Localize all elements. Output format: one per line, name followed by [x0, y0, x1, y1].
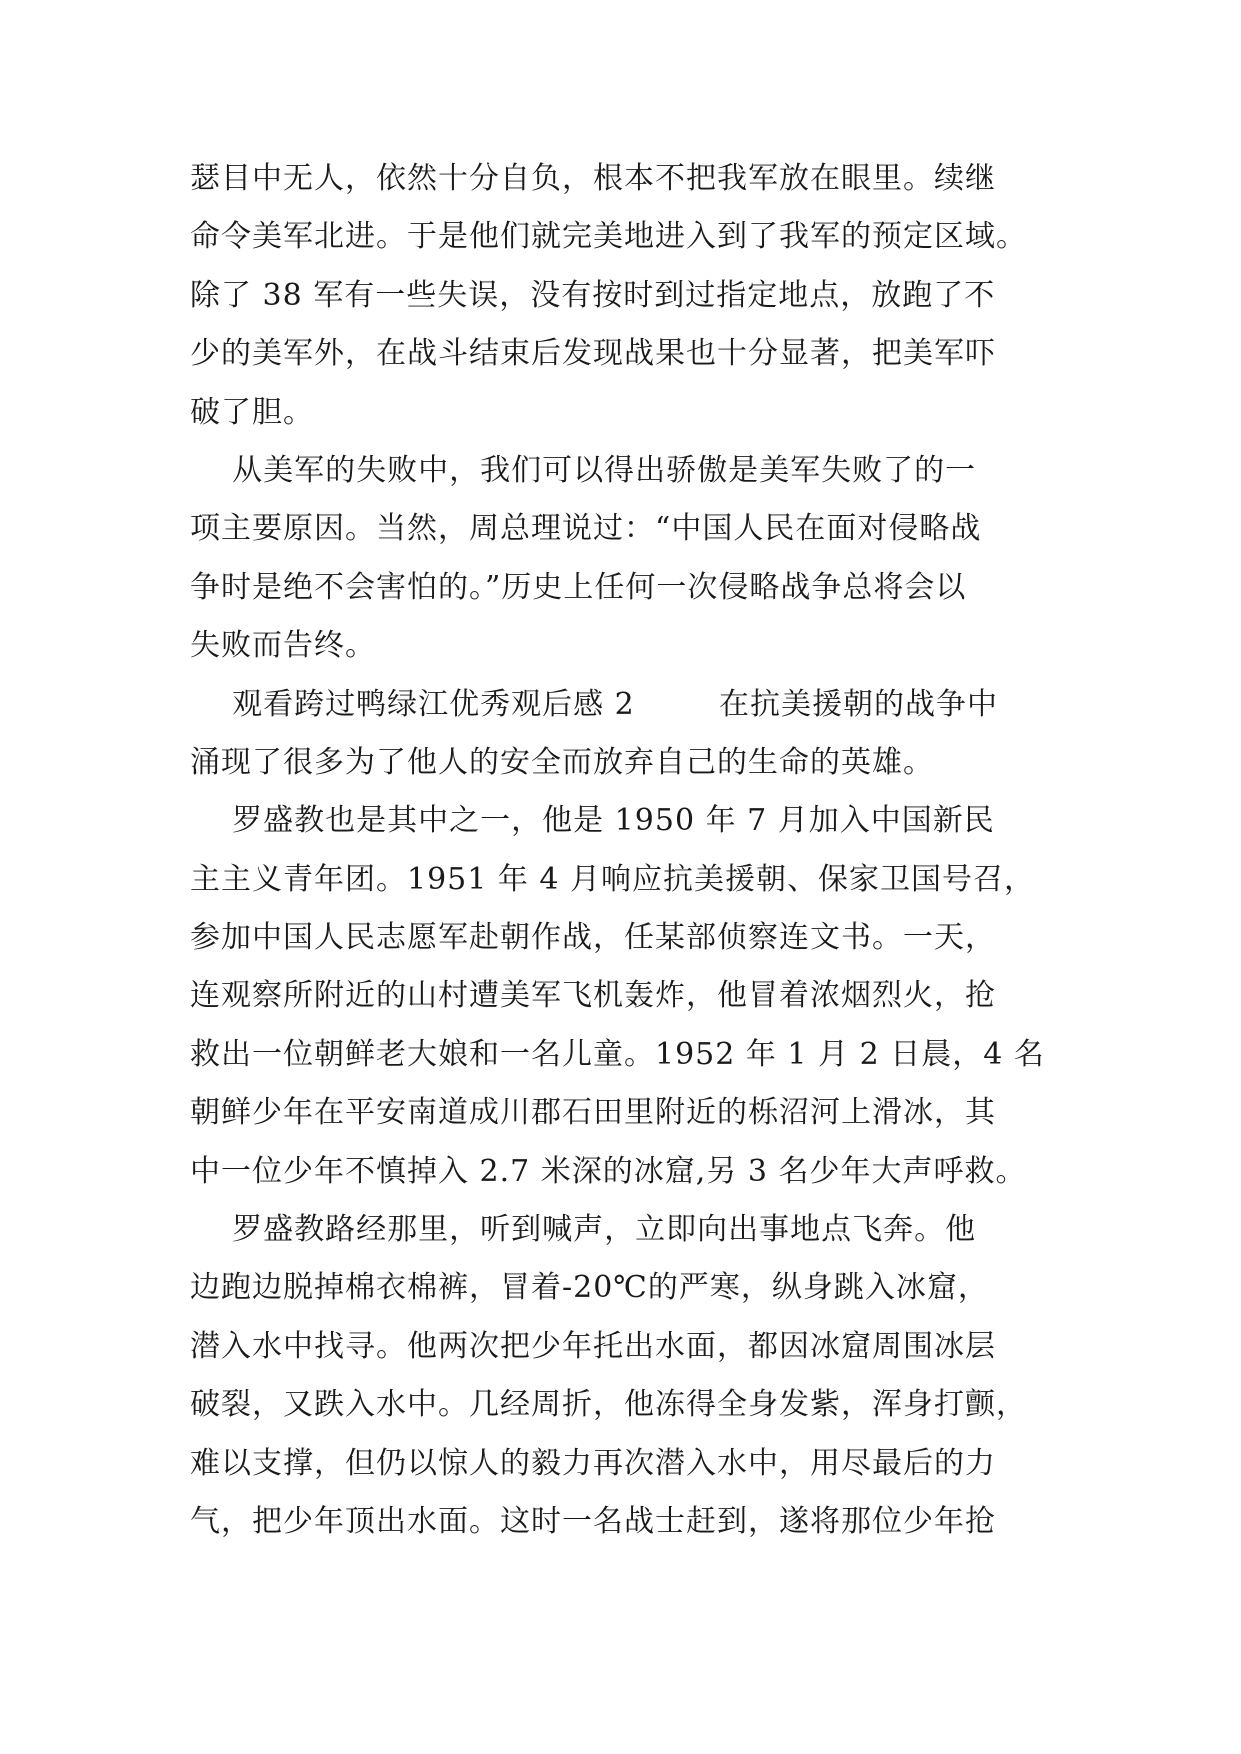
text-line: 罗盛教也是其中之一，他是 1950 年 7 月加入中国新民: [190, 803, 995, 839]
text-line: 观看跨过鸭绿江优秀观后感 2 在抗美援朝的战争中: [190, 686, 999, 722]
text-line: 中一位少年不慎掉入 2.7 米深的冰窟,另 3 名少年大声呼救。: [190, 1153, 1027, 1189]
text-line: 瑟目中无人，依然十分自负，根本不把我军放在眼里。续继: [190, 161, 996, 196]
text-line: 命令美军北进。于是他们就完美地进入到了我军的预定区域。: [190, 219, 1027, 255]
text-line: 失败而告终。: [190, 628, 376, 664]
text-line: 连观察所附近的山村遭美军飞机轰炸，他冒着浓烟烈火，抢: [190, 978, 996, 1014]
text-line: 除了 38 军有一些失误，没有按时到过指定地点，放跑了不: [190, 277, 996, 313]
text-line: 救出一位朝鲜老大娘和一名儿童。1952 年 1 月 2 日晨，4 名: [190, 1036, 1045, 1072]
text-line: 涌现了很多为了他人的安全而放弃自己的生命的英雄。: [190, 744, 934, 780]
body-text: [190, 150, 1090, 1551]
text-line: 参加中国人民志愿军赴朝作战，任某部侦察连文书。一天，: [190, 920, 996, 956]
text-line: 朝鲜少年在平安南道成川郡石田里附近的栎沼河上滑冰，其: [190, 1095, 996, 1131]
text-line: 边跑边脱掉棉衣棉裤，冒着-20℃的严寒，纵身跳入冰窟，: [190, 1270, 989, 1306]
text-line: 破了胆。: [190, 394, 314, 430]
text-line: 项主要原因。当然，周总理说过：“中国人民在面对侵略战: [190, 511, 982, 547]
text-line: 气，把少年顶出水面。这时一名战士赶到，遂将那位少年抢: [190, 1503, 996, 1539]
text-line: 从美军的失败中，我们可以得出骄傲是美军失败了的一: [190, 452, 977, 488]
text-line: 破裂，又跌入水中。几经周折，他冻得全身发紫，浑身打颤，: [190, 1387, 1027, 1423]
text-line: 争时是绝不会害怕的。”历史上任何一次侵略战争总将会以: [190, 569, 967, 605]
text-line: 少的美军外，在战斗结束后发现战果也十分显著，把美军吓: [190, 336, 996, 372]
text-line: 主主义青年团。1951 年 4 月响应抗美援朝、保家卫国号召，: [190, 861, 1036, 897]
text-line: 潜入水中找寻。他两次把少年托出水面，都因冰窟周围冰层: [190, 1328, 996, 1364]
text-line: 罗盛教路经那里，听到喊声，立即向出事地点飞奔。他: [190, 1212, 977, 1248]
text-line: 难以支撑，但仍以惊人的毅力再次潜入水中，用尽最后的力: [190, 1445, 996, 1481]
